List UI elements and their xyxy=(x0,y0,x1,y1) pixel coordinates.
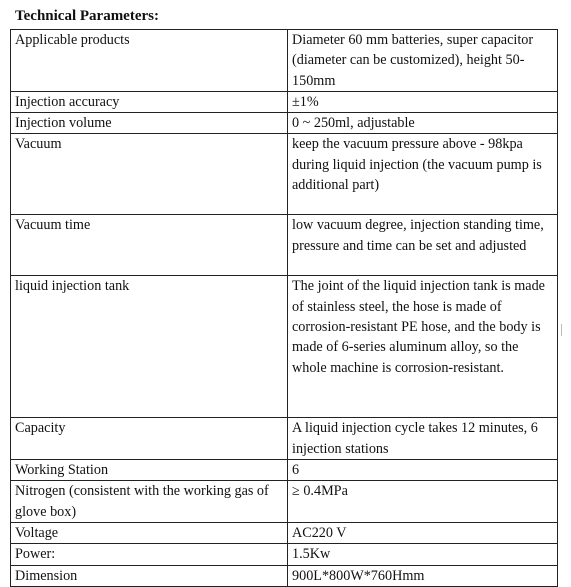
table-row xyxy=(11,134,558,215)
parameter-name: Power: xyxy=(11,544,288,565)
table-row xyxy=(11,30,558,92)
parameter-name: Injection volume xyxy=(11,113,288,134)
parameter-name: Vacuum time xyxy=(11,215,288,276)
table-row xyxy=(11,460,558,481)
table-row xyxy=(11,544,558,565)
parameter-name: Voltage xyxy=(11,522,288,543)
parameter-value: keep the vacuum pressure above - 98kpa during liquid injection (the vacuum pump is additional part) xyxy=(288,134,558,215)
parameter-value: 6 xyxy=(288,460,558,481)
parameter-value: 0 ~ 250ml, adjustable xyxy=(288,113,558,134)
table-row xyxy=(11,215,558,276)
section-heading: Technical Parameters: xyxy=(15,8,159,24)
parameter-name: Working Station xyxy=(11,460,288,481)
parameter-value: Diameter 60 mm batteries, super capacitor (diameter can be customized), height 50-150mm xyxy=(288,30,558,92)
parameter-value: 900L*800W*760Hmm xyxy=(288,565,558,586)
parameter-value: AC220 V xyxy=(288,522,558,543)
table-row xyxy=(11,481,558,523)
parameter-name: Vacuum xyxy=(11,134,288,215)
table-row xyxy=(11,91,558,112)
parameter-value: ≥ 0.4MPa xyxy=(288,481,558,523)
parameter-name: Nitrogen (consistent with the working gas of glove box) xyxy=(11,481,288,523)
parameter-value: 1.5Kw xyxy=(288,544,558,565)
technical-parameters-table xyxy=(10,29,558,587)
page-edge-marker xyxy=(561,324,566,336)
table-row xyxy=(11,565,558,586)
parameter-name: liquid injection tank xyxy=(11,276,288,418)
parameter-name: Capacity xyxy=(11,418,288,460)
parameter-value: A liquid injection cycle takes 12 minutes, 6 injection stations xyxy=(288,418,558,460)
table-row xyxy=(11,522,558,543)
parameter-value: ±1% xyxy=(288,91,558,112)
parameter-name: Injection accuracy xyxy=(11,91,288,112)
table-row xyxy=(11,113,558,134)
parameter-value: The joint of the liquid injection tank is made of stainless steel, the hose is made of corrosion-resistant PE hose, and the body is made of 6-series aluminum alloy, so the whole machine is corrosion-resistant. xyxy=(288,276,558,418)
table-row xyxy=(11,418,558,460)
parameter-name: Dimension xyxy=(11,565,288,586)
table-row xyxy=(11,276,558,418)
parameter-value: low vacuum degree, injection standing time, pressure and time can be set and adjusted xyxy=(288,215,558,276)
parameter-name: Applicable products xyxy=(11,30,288,92)
